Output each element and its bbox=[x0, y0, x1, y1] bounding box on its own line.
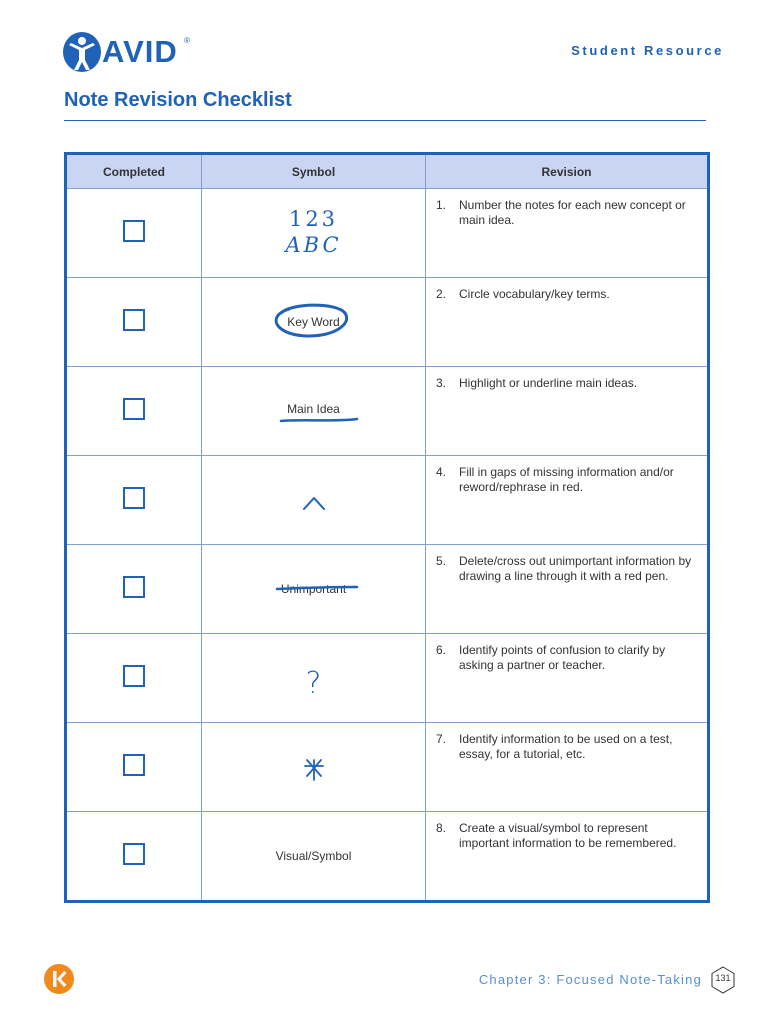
revision-number: 4. bbox=[436, 465, 447, 479]
section-label: Student Resource bbox=[571, 43, 724, 58]
header-revision: Revision bbox=[426, 154, 709, 189]
underlined-main-idea bbox=[287, 400, 340, 422]
symbol-numbers: 123 bbox=[288, 207, 339, 231]
avid-logo bbox=[62, 30, 192, 74]
registered-mark: ® bbox=[184, 36, 190, 45]
revision-checklist-table bbox=[64, 152, 710, 903]
title-divider bbox=[64, 120, 706, 121]
asterisk-icon bbox=[302, 758, 326, 782]
symbol-letters: ABC bbox=[285, 233, 342, 257]
completed-checkbox[interactable] bbox=[123, 487, 145, 509]
symbol-cell bbox=[202, 189, 426, 278]
circle-mark-icon bbox=[271, 301, 351, 339]
question-mark-symbol: ? bbox=[305, 665, 322, 701]
revision-number: 2. bbox=[436, 287, 447, 301]
revision-text: Number the notes for each new concept or main idea. bbox=[459, 198, 686, 227]
completed-checkbox[interactable] bbox=[123, 398, 145, 420]
header-completed: Completed bbox=[66, 154, 202, 189]
revision-number: 1. bbox=[436, 198, 447, 212]
revision-number: 5. bbox=[436, 554, 447, 568]
table-row bbox=[66, 456, 709, 545]
completed-checkbox[interactable] bbox=[123, 309, 145, 331]
caret-icon bbox=[301, 493, 327, 513]
revision-text: Delete/cross out unimportant information by drawing a line through it with a red pen. bbox=[459, 554, 692, 583]
table-row bbox=[66, 367, 709, 456]
completed-checkbox[interactable] bbox=[123, 220, 145, 242]
k-brand-icon bbox=[44, 964, 74, 994]
strikethrough-mark-icon bbox=[275, 584, 359, 592]
symbol-cell bbox=[202, 545, 426, 634]
table-row bbox=[66, 812, 709, 902]
unimportant-text: Unimportant bbox=[280, 582, 347, 596]
table-row bbox=[66, 634, 709, 723]
chapter-footer: Chapter 3: Focused Note-Taking bbox=[478, 972, 702, 987]
symbol-cell bbox=[202, 723, 426, 812]
symbol-cell bbox=[202, 367, 426, 456]
revision-text: Fill in gaps of missing information and/or reword/rephrase in red. bbox=[459, 465, 674, 494]
table-row bbox=[66, 723, 709, 812]
revision-number: 7. bbox=[436, 732, 447, 746]
revision-text: Create a visual/symbol to represent important information to be remembered. bbox=[459, 821, 677, 850]
completed-checkbox[interactable] bbox=[123, 576, 145, 598]
header-symbol: Symbol bbox=[202, 154, 426, 189]
circled-keyword bbox=[273, 306, 353, 338]
visual-symbol-text: Visual/Symbol bbox=[275, 849, 352, 863]
logo-wordmark: AVID bbox=[102, 34, 178, 69]
page-number-badge bbox=[710, 966, 736, 994]
underline-mark-icon bbox=[279, 416, 359, 424]
table-row bbox=[66, 545, 709, 634]
revision-number: 8. bbox=[436, 821, 447, 835]
revision-text: Identify information to be used on a test, essay, for a tutorial, etc. bbox=[459, 732, 673, 761]
completed-checkbox[interactable] bbox=[123, 754, 145, 776]
completed-checkbox[interactable] bbox=[123, 843, 145, 865]
symbol-cell bbox=[202, 456, 426, 545]
main-idea-text: Main Idea bbox=[287, 402, 340, 416]
avid-person-icon bbox=[62, 30, 102, 74]
revision-text: Highlight or underline main ideas. bbox=[459, 376, 638, 390]
table-row bbox=[66, 278, 709, 367]
crossed-out-word bbox=[281, 580, 346, 598]
page-number: 131 bbox=[715, 973, 731, 983]
revision-number: 6. bbox=[436, 643, 447, 657]
completed-checkbox[interactable] bbox=[123, 665, 145, 687]
symbol-cell bbox=[202, 634, 426, 723]
revision-text: Identify points of confusion to clarify by asking a partner or teacher. bbox=[459, 643, 666, 672]
symbol-cell bbox=[202, 278, 426, 367]
keyword-text: Key Word bbox=[287, 315, 340, 329]
revision-text: Circle vocabulary/key terms. bbox=[459, 287, 610, 301]
table-row bbox=[66, 189, 709, 278]
table-header-row bbox=[66, 154, 709, 189]
revision-number: 3. bbox=[436, 376, 447, 390]
page-title: Note Revision Checklist bbox=[64, 89, 292, 111]
symbol-cell bbox=[202, 812, 426, 902]
